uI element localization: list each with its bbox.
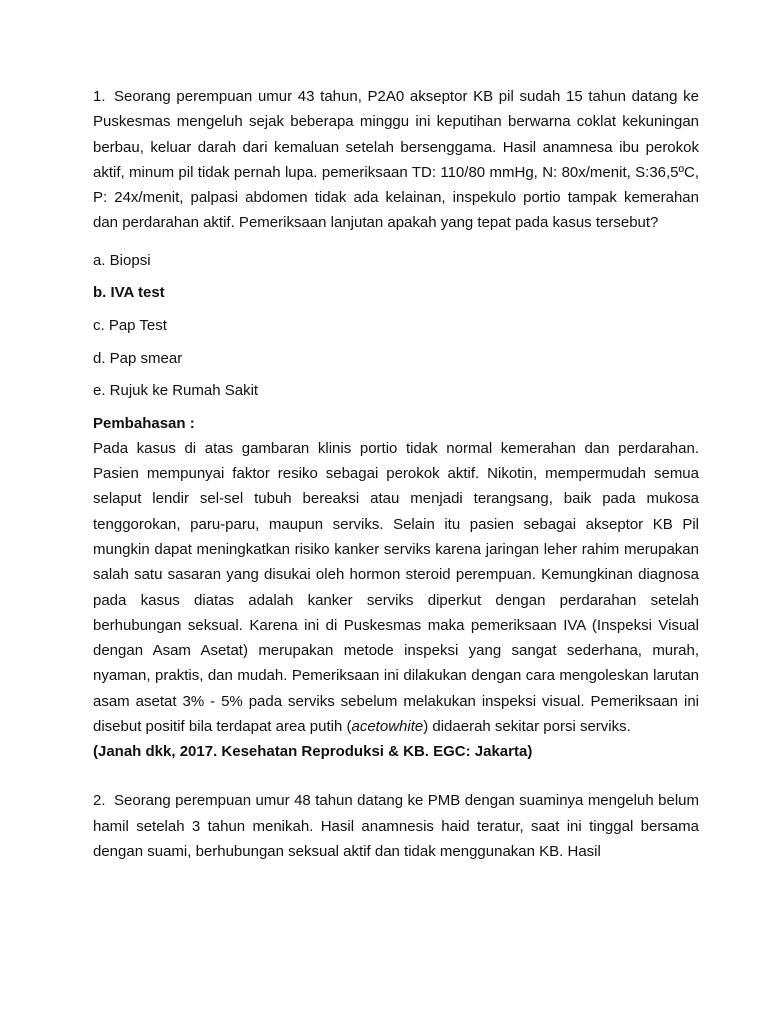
question-1-text [93,84,699,236]
option-d: d. Pap smear [93,349,183,367]
question-2-body: Seorang perempuan umur 48 tahun datang ke PMB dengan suaminya mengeluh belum hamil setelah 3 tahun menikah. Hasil anamnesis haid teratur, saat ini tinggal bersama dengan suami, berhubungan seksual aktif dan tidak menggunakan KB. Hasil [93,792,699,860]
document-page [93,84,699,864]
option-c: c. Pap Test [93,316,167,334]
option-e: e. Rujuk ke Rumah Sakit [93,382,259,400]
discussion-text-part2: ) didaerah sekitar porsi serviks. [423,718,631,736]
discussion-title: Pembahasan : [93,414,195,432]
question-1-body: Seorang perempuan umur 43 tahun, P2A0 akseptor KB pil sudah 15 tahun datang ke Puskesmas mengeluh sejak beberapa minggu ini keputihan berwarna coklat kekuningan berbau, keluar darah dari kemaluan setelah bersenggama. Hasil anamnesa ibu perokok aktif, minum pil tidak pernah lupa. pemeriksaan TD: 110/80 mmHg, N: 80x/menit, S:36,5ºC, P: 24x/menit, palpasi abdomen tidak ada kelainan, inspekulo portio tampak kemerahan dan perdarahan aktif. Pemeriksaan lanjutan apakah yang tepat pada kasus tersebut? [93,88,699,232]
reference-citation: (Janah dkk, 2017. Kesehatan Reproduksi & KB. EGC: Jakarta) [93,743,533,761]
option-a: a. Biopsi [93,251,151,269]
option-b-correct: b. IVA test [93,284,165,302]
discussion-text-part1: Pada kasus di atas gambaran klinis portio tidak normal kemerahan dan perdarahan. Pasien mempunyai faktor resiko sebagai perokok aktif. Nikotin, mempermudah semua selaput lendir sel-sel tubuh bereaksi atau menjadi terangsang, baik pada mukosa tenggorokan, paru-paru, maupun serviks. Selain itu pasien sebagai akseptor KB Pil mungkin dapat meningkatkan risiko kanker serviks karena jaringan leher rahim merupakan salah satu sasaran yang disukai oleh hormon steroid perempuan. Kemungkinan diagnosa pada kasus diatas adalah kanker serviks diperkut dengan perdarahan setelah berhubungan seksual. Karena ini di Puskesmas maka pemeriksaan IVA (Inspeksi Visual dengan Asam Asetat) merupakan metode inspeksi yang sangat sederhana, murah, nyaman, praktis, dan mudah. Pemeriksaan ini dilakukan dengan cara mengoleskan larutan asam asetat 3% - 5% pada serviks sebelum melakukan inspeksi visual. Pemeriksaan ini disebut positif bila terdapat area putih ( [93,439,699,736]
discussion-italic-term: acetowhite [351,718,424,736]
question-1-number: 1. [93,88,106,105]
question-2-text [93,788,699,864]
question-2-number: 2. [93,792,106,810]
discussion-text [93,436,699,740]
